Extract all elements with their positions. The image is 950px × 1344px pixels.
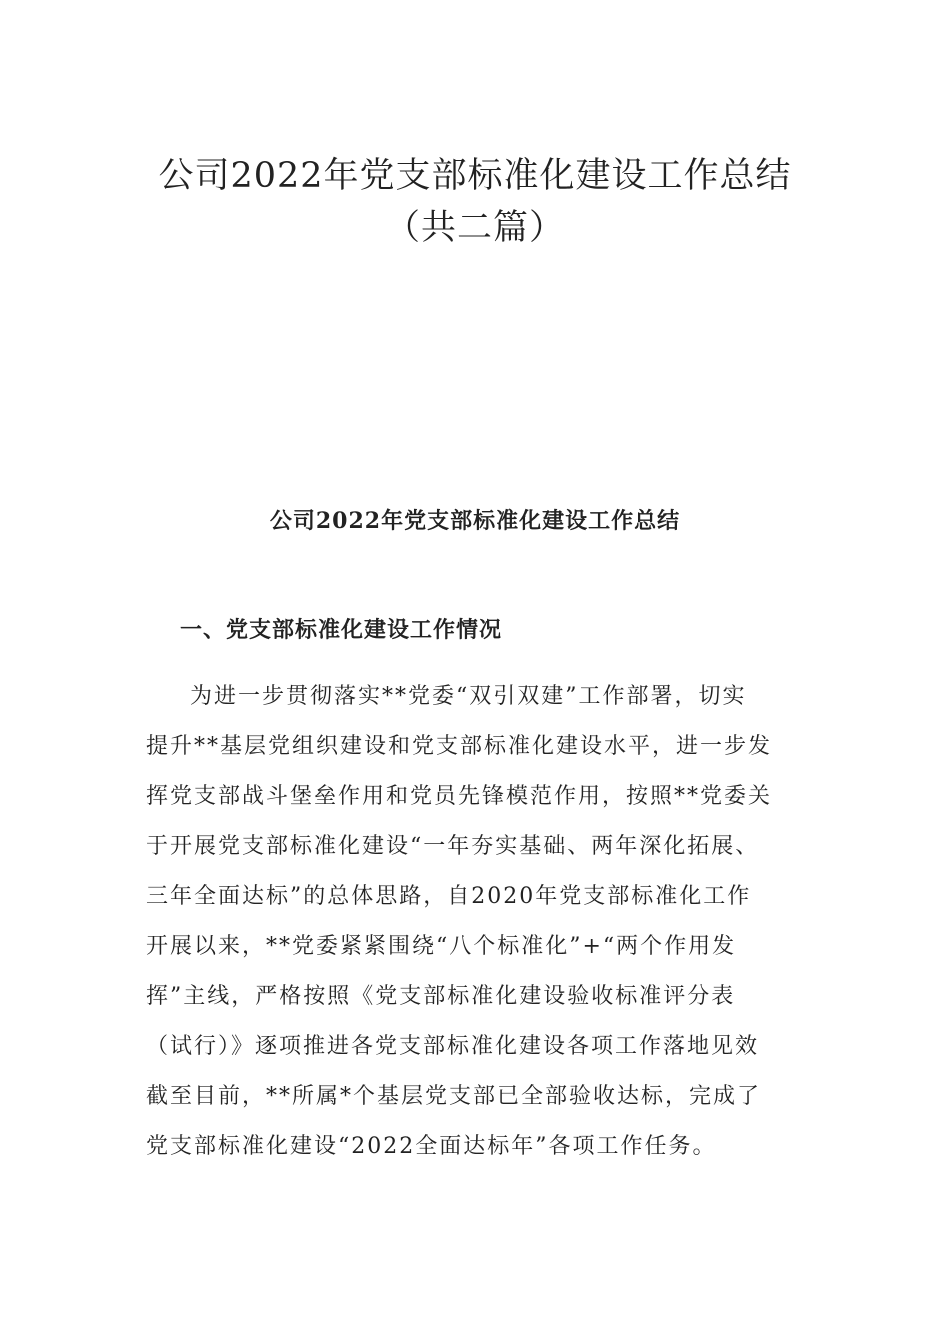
- paragraph-line: 三年全面达标”的总体思路，自2020年党支部标准化工作: [146, 884, 752, 909]
- document-title-line-2: （共二篇）: [384, 208, 565, 248]
- body-paragraph: [146, 672, 808, 1172]
- paragraph-line: 为进一步贯彻落实**党委“双引双建”工作部署，切实: [190, 684, 747, 709]
- paragraph-line: 开展以来，**党委紧紧围绕“八个标准化”+“两个作用发: [146, 934, 737, 959]
- paragraph-line: 挥党支部战斗堡垒作用和党员先锋模范作用，按照**党委关: [146, 784, 773, 809]
- section-heading: 一、党支部标准化建设工作情况: [180, 617, 503, 643]
- paragraph-line: 截至目前，**所属*个基层党支部已全部验收达标，完成了: [146, 1084, 762, 1109]
- paragraph-line: （试行）》逐项推进各党支部标准化建设各项工作落地见效: [146, 1034, 760, 1059]
- paragraph-line: 于开展党支部标准化建设“一年夯实基础、两年深化拓展、: [146, 834, 760, 859]
- paragraph-line: 党支部标准化建设“2022全面达标年”各项工作任务。: [146, 1134, 717, 1159]
- document-title-line-1: 公司2022年党支部标准化建设工作总结: [158, 156, 792, 196]
- paragraph-line: 提升**基层党组织建设和党支部标准化建设水平，进一步发: [146, 734, 773, 759]
- article-subtitle: 公司2022年党支部标准化建设工作总结: [269, 508, 681, 534]
- paragraph-line: 挥”主线，严格按照《党支部标准化建设验收标准评分表: [146, 984, 736, 1009]
- document-title: [0, 150, 950, 254]
